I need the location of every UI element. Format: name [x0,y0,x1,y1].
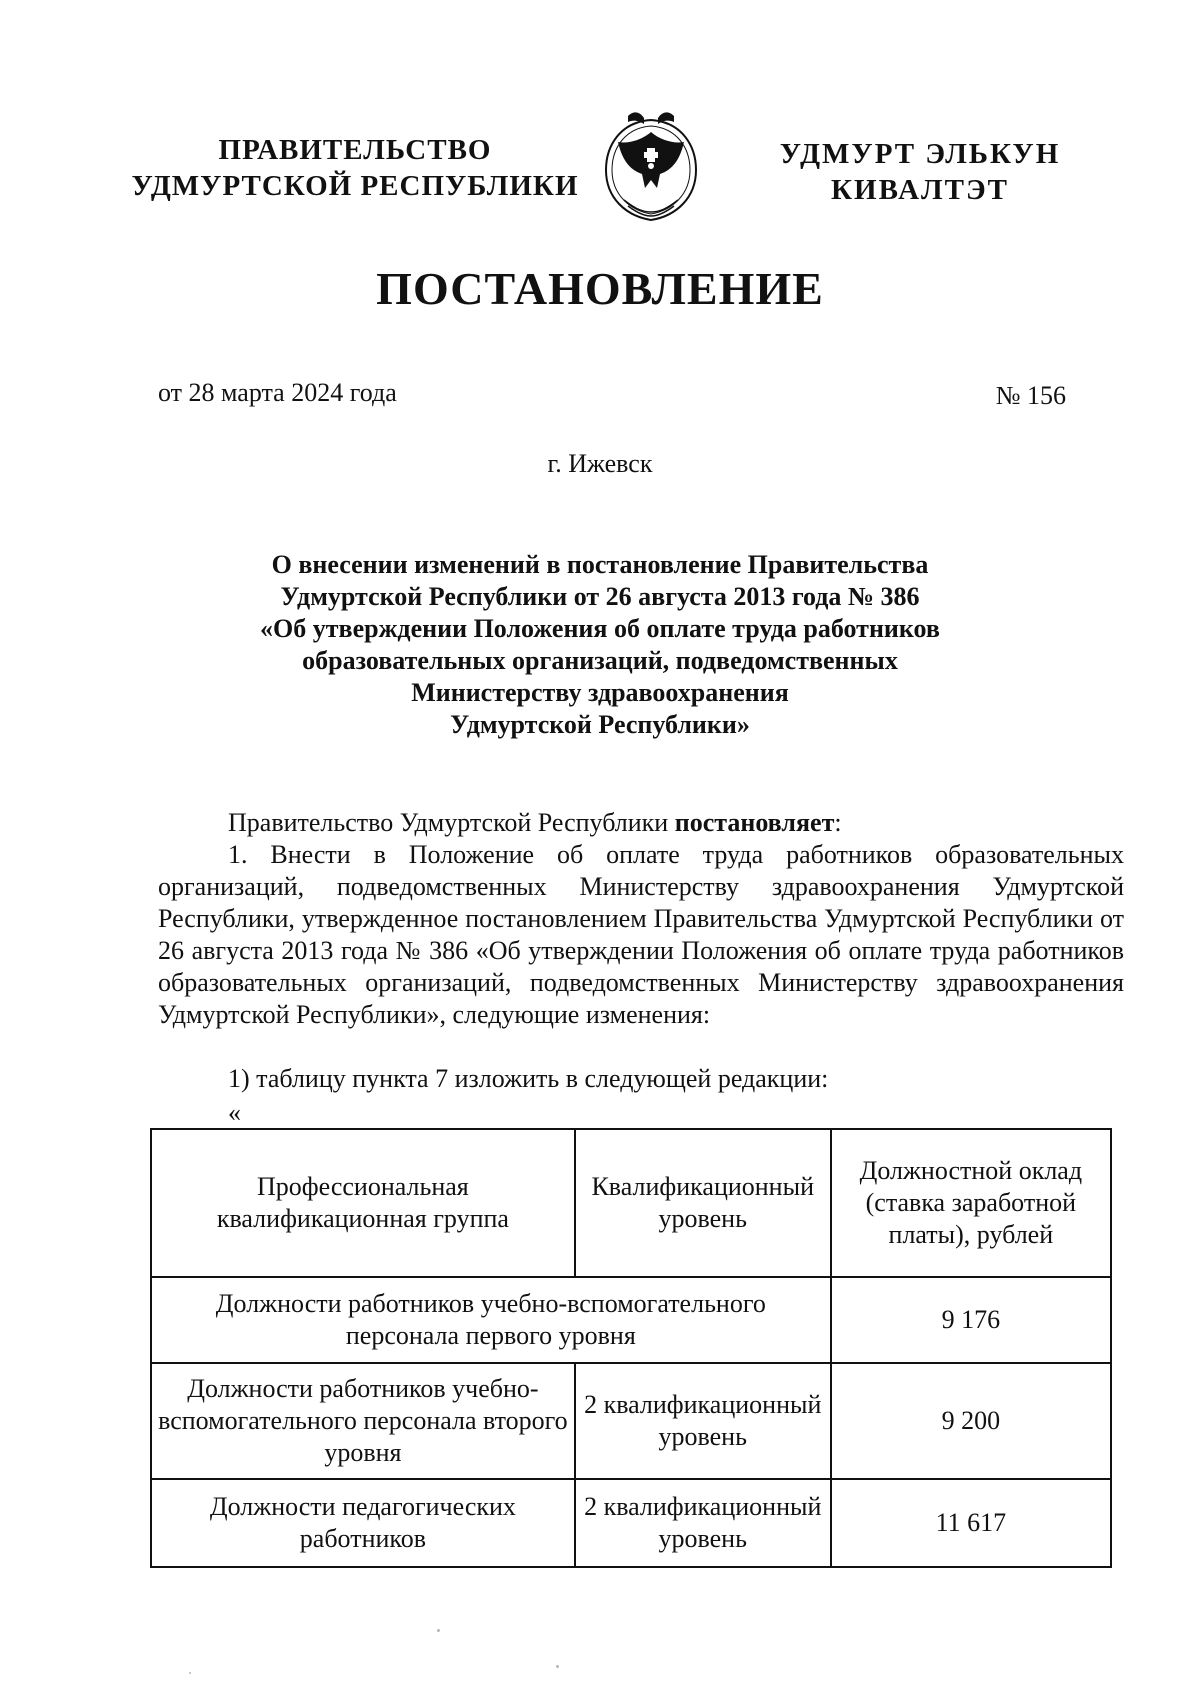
cell-group: Должности работников учебно-вспомогательного персонала второго уровня [151,1363,575,1479]
subject-line: Удмуртской Республики от 26 августа 2013 года № 386 [280,582,920,611]
preamble-colon: : [834,808,842,837]
cell-level: 2 квалификационный уровень [575,1479,831,1567]
subject-line: «Об утверждении Положения об оплате труда работников [260,614,940,643]
preamble-text: Правительство Удмуртской Республики [228,808,675,837]
document-type-title: ПОСТАНОВЛЕНИЕ [376,263,824,314]
header-professional-group: Профессиональная квалификационная группа [151,1129,575,1277]
header-salary: Должностной оклад (ставка заработной платы), рублей [831,1129,1111,1277]
cell-salary: 9 200 [831,1363,1111,1479]
document-subject [180,549,1020,741]
table-row [151,1479,1111,1567]
government-name-line: УДМУРТ ЭЛЬКУН [779,138,1061,170]
cell-group: Должности работников учебно-вспомогательного персонала первого уровня [151,1277,831,1363]
government-name-line: ПРАВИТЕЛЬСТВО [218,134,492,166]
document-number: № 156 [995,381,1066,410]
document-date: от 28 марта 2024 года [158,378,397,407]
scan-speck [556,1665,559,1668]
subject-line: О внесении изменений в постановление Правительства [271,550,929,579]
table-header-row [151,1129,1111,1277]
subject-line: Удмуртской Республики» [450,710,750,739]
preamble-bold-verb: постановляет [674,808,835,837]
subject-line: Министерству здравоохранения [411,678,789,707]
cell-salary: 11 617 [831,1479,1111,1567]
salary-table [150,1128,1112,1568]
header-qualification-level: Квалификационный уровень [575,1129,831,1277]
subclause-1: 1) таблицу пункта 7 изложить в следующей редакции: [228,1064,829,1093]
government-name-line: УДМУРТСКОЙ РЕСПУБЛИКИ [131,170,579,202]
document-city: г. Ижевск [547,449,653,478]
government-name-russian [130,132,580,204]
cell-level: 2 квалификационный уровень [575,1363,831,1479]
cell-group: Должности педагогических работников [151,1479,575,1567]
scan-speck [437,1629,440,1632]
table-row [151,1277,1111,1363]
cell-salary: 9 176 [831,1277,1111,1363]
scan-speck [189,1672,191,1674]
table-row [151,1363,1111,1479]
government-name-line: КИВАЛТЭТ [830,174,1009,206]
preamble [228,807,842,839]
opening-quote: « [228,1098,241,1127]
government-name-udmurt [770,136,1070,208]
clause-1: 1. Внести в Положение об оплате труда работников образовательных организаций, подведомственных Министерству здравоохранения Удмуртской Республики, утвержденное постановлением Правительства Удмуртской Республики от 26 августа 2013 года № 386 «Об утверждении Положения об оплате труда работников образовательных организаций, подведомственных Министерству здравоохранения Удмуртской Республики», следующие изменения: [158,840,1124,1029]
subject-line: образовательных организаций, подведомственных [302,646,898,675]
udmurt-coat-of-arms-icon [598,108,704,224]
